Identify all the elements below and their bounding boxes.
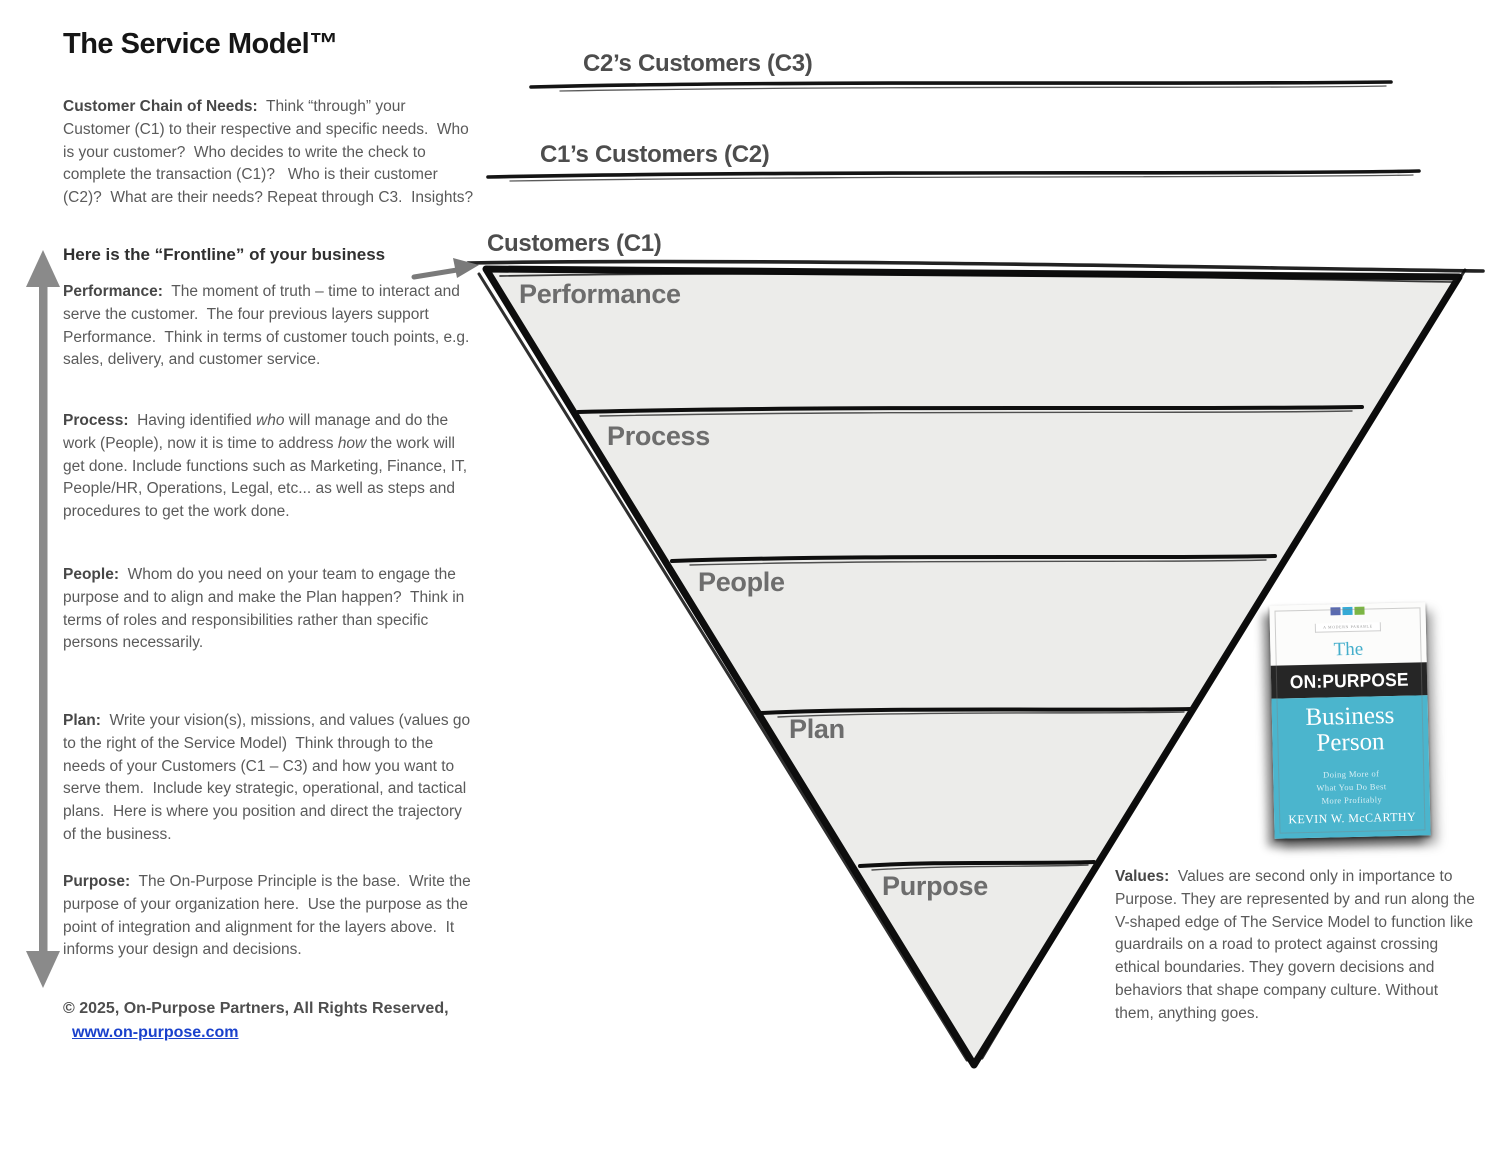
plan-paragraph bbox=[63, 710, 475, 847]
book-brand-text: ON:PURPOSE bbox=[1289, 668, 1409, 692]
book-title-line2: Person bbox=[1316, 727, 1385, 757]
book-brand-band bbox=[1271, 662, 1428, 699]
process-text-how: how bbox=[337, 434, 367, 452]
performance-paragraph bbox=[63, 281, 475, 372]
plan-text: Write your vision(s), missions, and values (values go to the right of the Service Model) Think through to the needs of your Customers (C1 – C3) and how you want to serve them. Include key strategic, operational, and tactical plans. Here is where you position and direct the trajectory of the business. bbox=[63, 712, 475, 843]
values-text: Values are second only in importance to Purpose. They are represented by and run along the V-shaped edge of The Service Model to function like guardrails on a road to protect against crossing ethical boundaries. They govern decisions and behaviors that shape company culture. Without them, anything goes. bbox=[1115, 868, 1480, 1022]
layers-span-arrow-icon bbox=[26, 250, 60, 988]
process-paragraph bbox=[63, 410, 475, 524]
customer-chain-text: Think “through” your Customer (C1) to their respective and specific needs. Who is your customer? Who decides to write the check to complete the transaction (C1)? Who is their customer (C2)? What are their needs? Repeat through C3. Insights? bbox=[63, 98, 474, 207]
frontline-note: Here is the “Frontline” of your business bbox=[63, 245, 386, 264]
process-text-2: will manage and do the work (People), now it is time to address bbox=[63, 412, 453, 452]
book-subtitle-line2: What You Do Best bbox=[1316, 781, 1387, 793]
people-text: Whom do you need on your team to engage the purpose and to align and make the Plan happen? Think in terms of roles and responsibilities rather than specific persons necessarily. bbox=[63, 566, 469, 652]
copyright-text: © 2025, On-Purpose Partners, All Rights Reserved, bbox=[63, 1000, 449, 1017]
process-text-1: Having identified bbox=[128, 412, 257, 429]
customer-chain-paragraph bbox=[63, 96, 475, 210]
book-author: KEVIN W. McCARTHY bbox=[1288, 809, 1417, 827]
chain-label-c1: Customers (C1) bbox=[487, 230, 662, 257]
people-paragraph bbox=[63, 564, 475, 655]
process-text-3: the work will get done. Include functions such as Marketing, Finance, IT, People/HR, Operations, Legal, etc... as well as steps and procedures to get the work done. bbox=[63, 434, 472, 521]
performance-text: The moment of truth – time to interact and serve the customer. The four previous layers support Performance. Think in terms of customer touch points, e.g. sales, delivery, and customer service. bbox=[63, 283, 474, 369]
website-link[interactable]: www.on-purpose.com bbox=[72, 1024, 239, 1041]
values-label: Values: bbox=[1115, 868, 1170, 885]
book-series-badge: A MODERN PARABLE bbox=[1315, 622, 1381, 632]
process-label: Process: bbox=[63, 412, 129, 429]
book-title-the: The bbox=[1333, 638, 1364, 661]
book-subtitle bbox=[1316, 767, 1387, 808]
book-title bbox=[1305, 703, 1395, 756]
book-title-line1: Business bbox=[1305, 701, 1395, 732]
book-cover-header bbox=[1269, 602, 1426, 666]
page-title: The Service Model™ bbox=[63, 28, 338, 60]
customer-chain-label: Customer Chain of Needs: bbox=[63, 98, 258, 115]
values-paragraph bbox=[1115, 866, 1480, 1026]
book-subtitle-line1: Doing More of bbox=[1322, 768, 1380, 780]
book-cover bbox=[1269, 602, 1430, 838]
purpose-text: The On-Purpose Principle is the base. Write the purpose of your organization here. Use the purpose as the point of integration and alignment for the layers above. It informs your design and decisions. bbox=[63, 873, 476, 959]
purpose-label: Purpose: bbox=[63, 873, 131, 890]
people-label: People: bbox=[63, 566, 119, 583]
purpose-paragraph bbox=[63, 871, 475, 962]
pyramid-layer-performance: Performance bbox=[519, 279, 681, 309]
chain-label-c3: C2’s Customers (C3) bbox=[583, 50, 813, 77]
performance-label: Performance: bbox=[63, 283, 163, 300]
chain-label-c2: C1’s Customers (C2) bbox=[540, 141, 770, 168]
book-subtitle-line3: More Profitably bbox=[1321, 794, 1383, 807]
pyramid-layer-purpose: Purpose bbox=[882, 871, 988, 901]
pyramid-layer-people: People bbox=[698, 567, 785, 597]
book-cover-body bbox=[1271, 695, 1430, 839]
pyramid-layer-process: Process bbox=[607, 421, 710, 451]
pyramid-layer-plan: Plan bbox=[789, 714, 845, 744]
process-text-who: who bbox=[256, 412, 285, 429]
plan-label: Plan: bbox=[63, 712, 101, 729]
